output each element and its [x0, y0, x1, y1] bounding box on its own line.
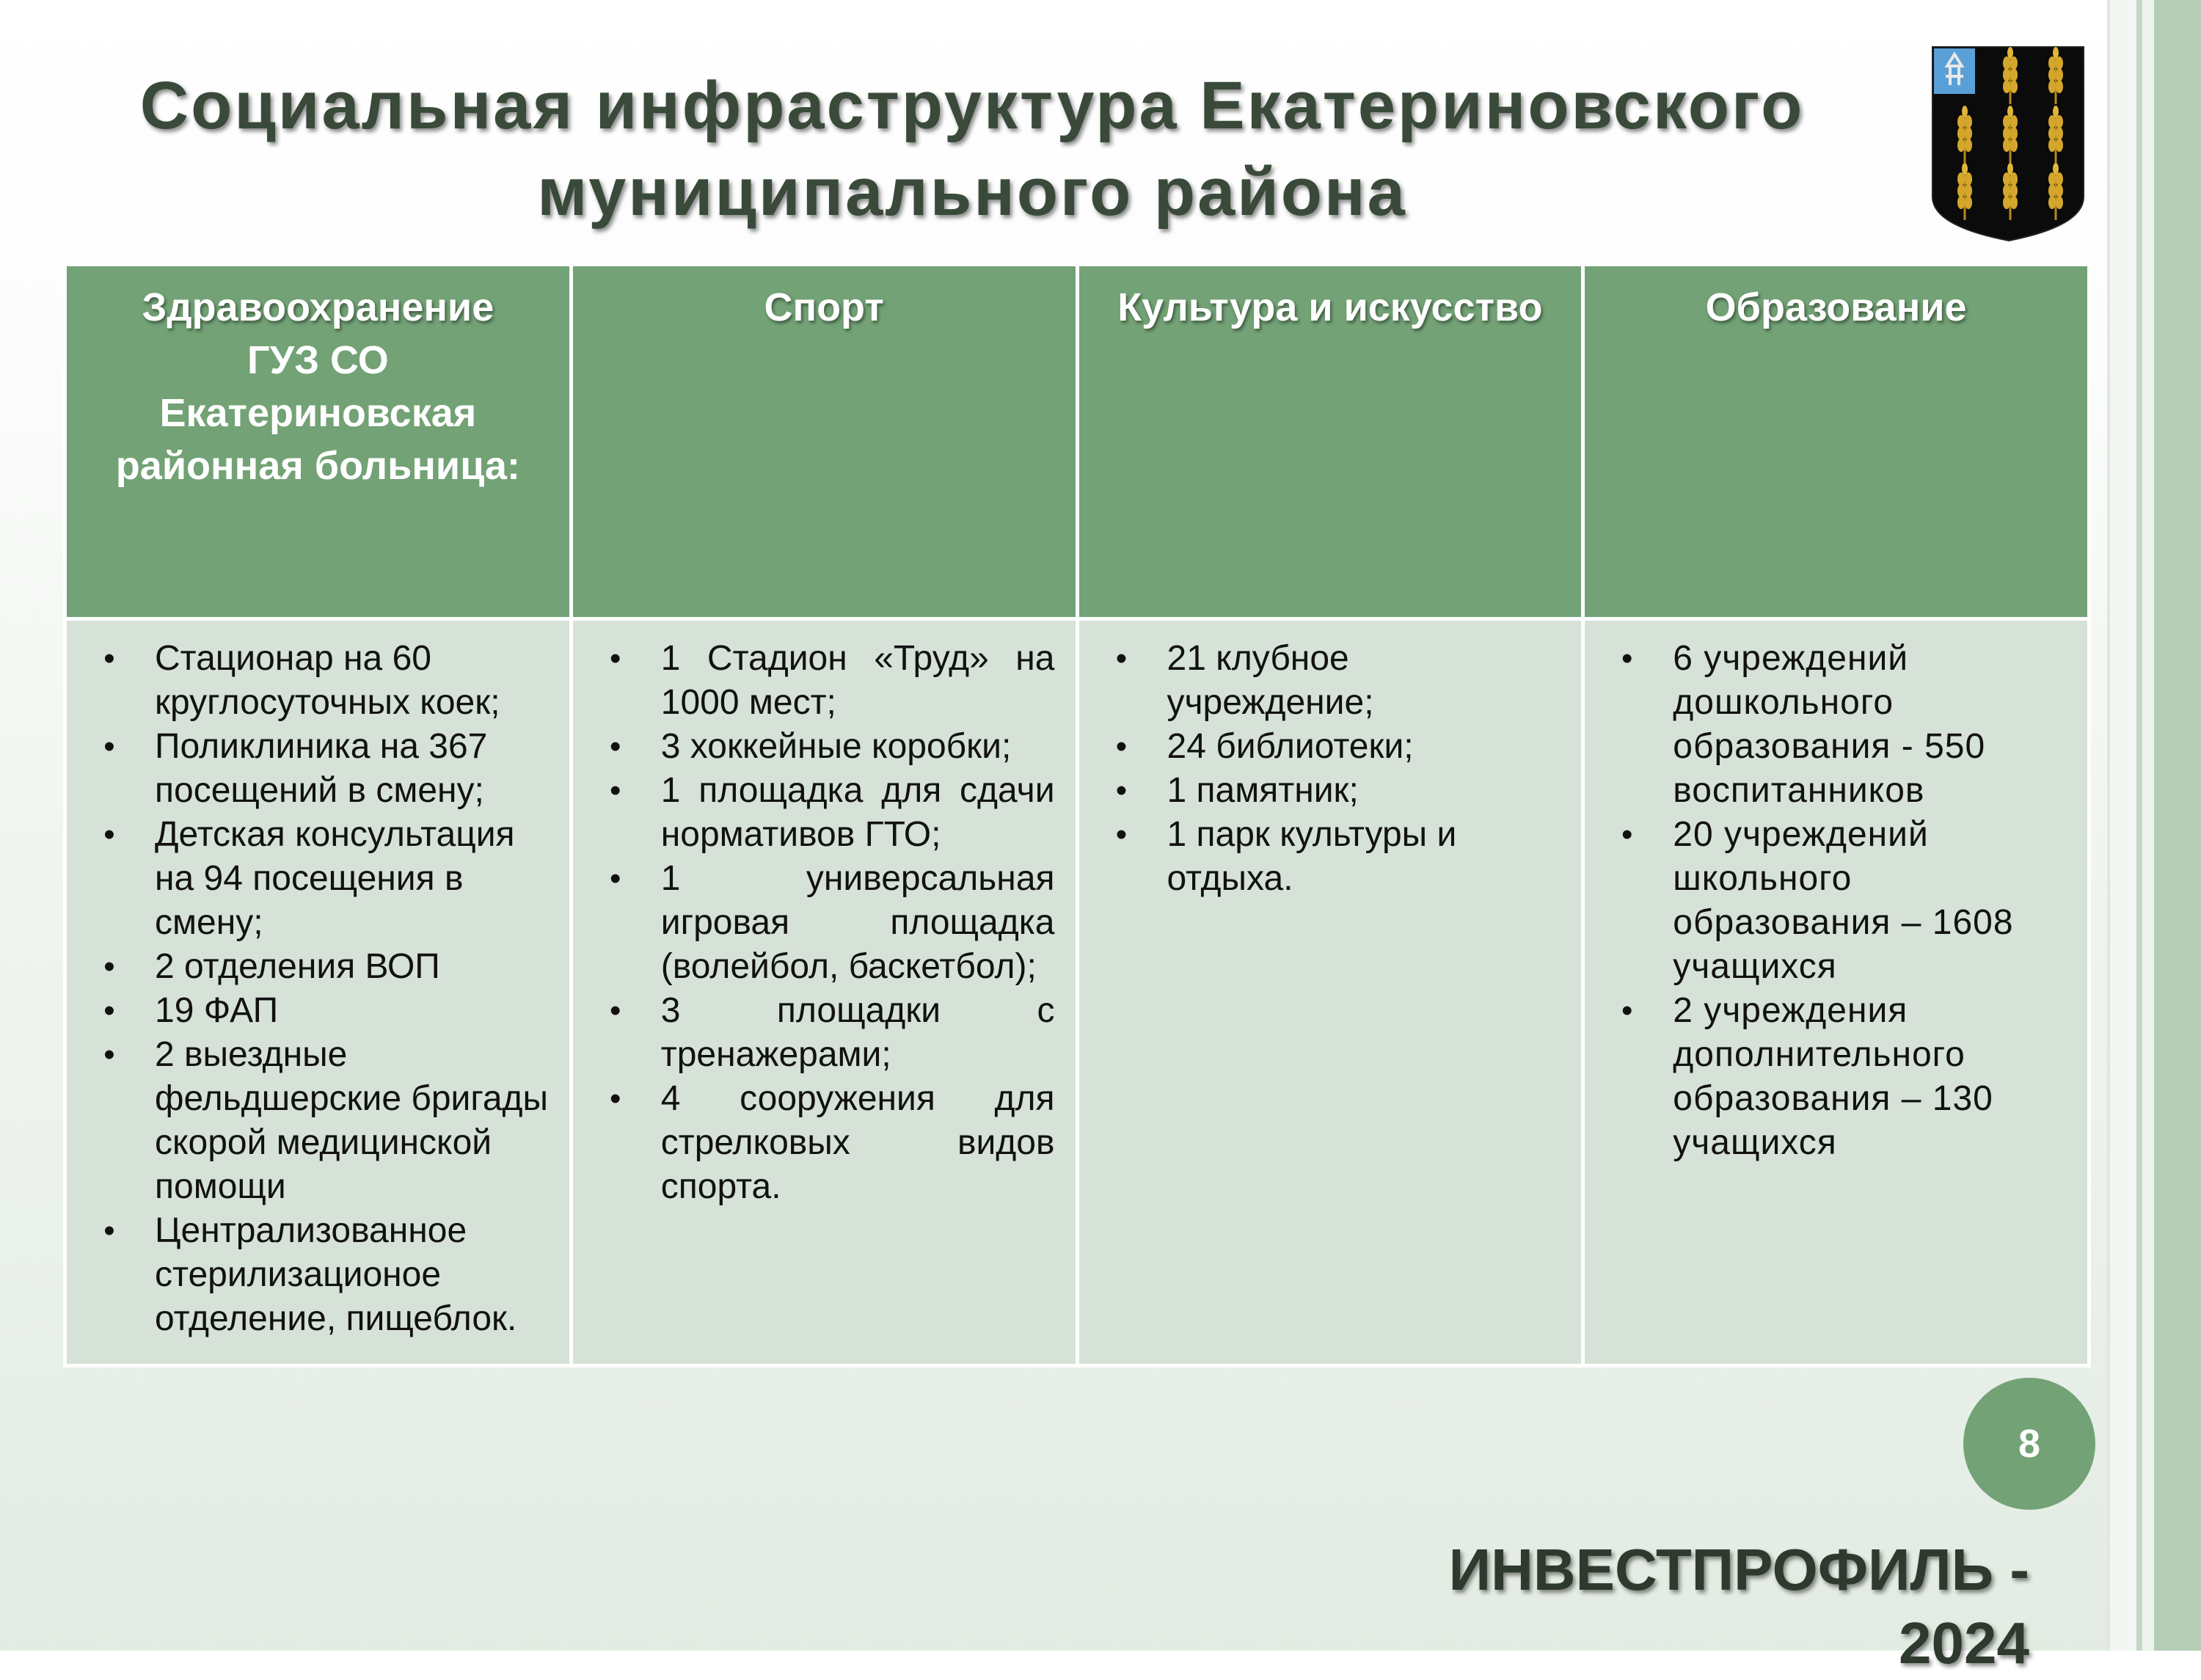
header-sport	[571, 265, 1077, 619]
page-title	[44, 62, 1900, 235]
list-item: • 19 ФАП	[87, 989, 549, 1033]
header-healthcare	[65, 265, 572, 619]
list-item: • 6 учреждений дошкольного образования - 550 воспитанников	[1605, 637, 2067, 813]
list-item: • 1 памятник;	[1100, 769, 1561, 813]
table-header-row	[65, 265, 2089, 619]
coat-of-arms-icon	[1928, 44, 2088, 244]
list-item: • Централизованное стерилизационое отделение, пищеблок.	[87, 1209, 549, 1341]
header-line: Екатериновская	[159, 391, 477, 435]
table-body-row	[65, 619, 2089, 1366]
header-line: Здравоохранение	[142, 285, 494, 329]
title-line-2: муниципального района	[537, 155, 1407, 230]
header-line: Образование	[1705, 285, 1967, 329]
decor-stripe	[2110, 0, 2136, 1651]
list-item: • 2 выездные фельдшерские бригады скорой медицинской помощи	[87, 1033, 549, 1209]
decor-stripe	[2154, 0, 2201, 1651]
infrastructure-table	[63, 263, 2091, 1367]
decor-stripe	[2142, 0, 2154, 1651]
footer-brand: ИНВЕСТПРОФИЛЬ - 2024	[1448, 1537, 2029, 1676]
header-line: районная больница:	[115, 444, 520, 488]
healthcare-list	[87, 637, 549, 1341]
culture-list	[1100, 637, 1561, 901]
cell-education	[1583, 619, 2089, 1366]
cell-culture	[1077, 619, 1583, 1366]
decor-stripe	[2136, 0, 2142, 1651]
list-item: • 2 учреждения дополнительного образования – 130 учащихся	[1605, 989, 2067, 1165]
header-culture	[1077, 265, 1583, 619]
header-line: Культура и искусство	[1117, 285, 1543, 329]
sport-list	[594, 637, 1055, 1209]
list-item: • 4 сооружения для стрелковых видов спорта.	[594, 1077, 1055, 1209]
list-item: • 21 клубное учреждение;	[1100, 637, 1561, 725]
list-item: • 24 библиотеки;	[1100, 725, 1561, 769]
cell-healthcare	[65, 619, 572, 1366]
page-number-badge: 8	[1963, 1378, 2095, 1510]
list-item: • 1 универсальная игровая площадка (волейбол, баскетбол);	[594, 857, 1055, 989]
list-item: • 1 площадка для сдачи нормативов ГТО;	[594, 769, 1055, 857]
list-item: • 2 отделения ВОП	[87, 945, 549, 989]
list-item: • 1 парк культуры и отдыха.	[1100, 813, 1561, 901]
list-item: • 1 Стадион «Труд» на 1000 мест;	[594, 637, 1055, 725]
list-item: • Стационар на 60 круглосуточных коек;	[87, 637, 549, 725]
list-item: • 20 учреждений школьного образования – 1608 учащихся	[1605, 813, 2067, 989]
cell-sport	[571, 619, 1077, 1366]
list-item: • Детская консультация на 94 посещения в смену;	[87, 813, 549, 945]
header-line: Спорт	[764, 285, 884, 329]
list-item: • Поликлиника на 367 посещений в смену;	[87, 725, 549, 813]
list-item: • 3 площадки с тренажерами;	[594, 989, 1055, 1077]
education-list	[1605, 637, 2067, 1165]
header-education	[1583, 265, 2089, 619]
title-line-1: Социальная инфраструктура Екатериновского	[139, 68, 1805, 143]
header-line: ГУЗ СО	[247, 338, 389, 382]
list-item: • 3 хоккейные коробки;	[594, 725, 1055, 769]
